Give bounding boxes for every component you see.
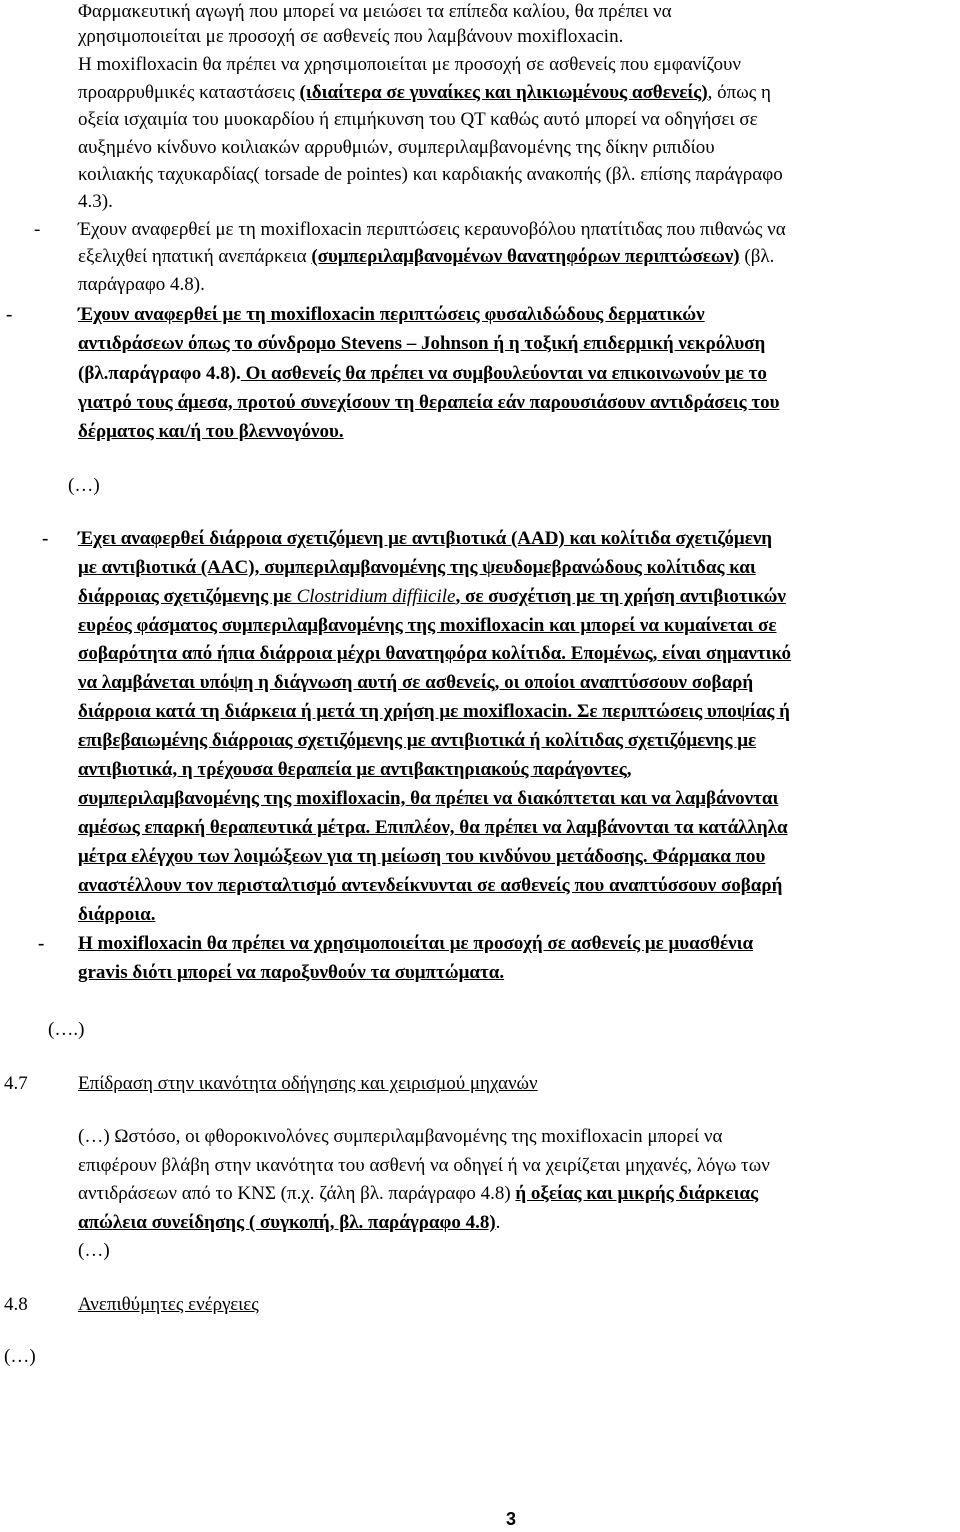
emphasis-text: ή οξείας και μικρής διάρκειας	[515, 1183, 759, 1204]
paragraph-line: να λαμβάνεται υπόψη η διάγνωση αυτή σε ασθενείς, οι οποίοι αναπτύσσουν σοβαρή	[78, 672, 754, 693]
text-span: εξελιχθεί ηπατική ανεπάρκεια	[78, 246, 312, 267]
bullet-dash: -	[6, 304, 13, 325]
bullet-dash: -	[42, 528, 49, 549]
paragraph-line: Έχει αναφερθεί διάρροια σχετιζόμενη με αντιβιοτικά (AAD) και κολίτιδα σχετιζόμενη	[78, 528, 773, 549]
paragraph-line: δέρματος και/ή του βλεννογόνου.	[78, 421, 344, 442]
paragraph-line: αντιδράσεων όπως το σύνδρομο Stevens – Johnson ή η τοξική επιδερμική νεκρόλυση	[78, 333, 766, 354]
paragraph-line: Έχουν αναφερθεί με τη moxifloxacin περιπτώσεις κεραυνοβόλου ηπατίτιδας που πιθανώς να	[78, 219, 786, 240]
text-span: .	[495, 1212, 501, 1233]
paragraph-line: Έχουν αναφερθεί με τη moxifloxacin περιπτώσεις φυσαλιδώδους δερματικών	[78, 304, 705, 325]
paragraph-line: αμέσως επαρκή θεραπευτικά μέτρα. Επιπλέον, θα πρέπει να λαμβάνονται τα κατάλληλα	[78, 817, 788, 838]
emphasis-text: (συμπεριλαμβανομένων θανατηφόρων περιπτώσεων)	[311, 246, 740, 267]
paragraph-line: αυξημένο κίνδυνο κοιλιακών αρρυθμιών, συμπεριλαμβανομένης της δίκην ριπιδίου	[78, 137, 715, 158]
paragraph-line: ευρέος φάσματος συμπεριλαμβανομένης της moxifloxacin και μπορεί να κυμαίνεται σε	[78, 615, 777, 636]
text-span: , όπως η	[707, 82, 771, 103]
paragraph-line: γιατρό τους άμεσα, προτού συνεχίσουν τη θεραπεία εάν παρουσιάσουν αντιδράσεις του	[78, 392, 780, 413]
paragraph-line	[78, 244, 774, 270]
text-span: (βλ.	[739, 246, 775, 267]
ellipsis: (…)	[4, 1346, 36, 1367]
paragraph-line: επιβεβαιωμένης διάρροιας σχετιζόμενης με αντιβιοτικά ή κολίτιδας σχετιζόμενης με	[78, 730, 757, 751]
paragraph-line: Φαρμακευτική αγωγή που μπορεί να μειώσει τα επίπεδα καλίου, θα πρέπει να	[78, 1, 672, 22]
paragraph-line: Η moxifloxacin θα πρέπει να χρησιμοποιείται με προσοχή σε ασθενείς που εμφανίζουν	[78, 54, 742, 75]
ellipsis: (…)	[68, 475, 100, 496]
paragraph-line: 4.3).	[78, 191, 113, 212]
paragraph-line: αντιβιοτικά, η τρέχουσα θεραπεία με αντιβακτηριακούς παράγοντες,	[78, 759, 632, 780]
paragraph-line	[78, 361, 767, 387]
paragraph-line: gravis διότι μπορεί να παροξυνθούν τα συμπτώματα.	[78, 962, 505, 983]
text-span: (βλ.παράγραφο 4.8).	[78, 363, 241, 384]
species-name: Clostridium diffiicile	[296, 586, 456, 607]
bullet-dash: -	[34, 219, 41, 240]
paragraph-line: σοβαρότητα από ήπια διάρροια μέχρι θανατηφόρα κολίτιδα. Επομένως, είναι σημαντικό	[78, 643, 792, 664]
emphasis-text: απώλεια συνείδησης ( συγκοπή, βλ. παράγραφο 4.8)	[78, 1212, 496, 1233]
paragraph-line: με αντιβιοτικά (AAC), συμπεριλαμβανομένης της ψευδομεβρανώδους κολίτιδας και	[78, 557, 756, 578]
ellipsis: (….)	[48, 1019, 85, 1040]
page-number: 3	[506, 1509, 517, 1529]
paragraph-line: παράγραφο 4.8).	[78, 274, 205, 295]
section-heading: Επίδραση στην ικανότητα οδήγησης και χειρισμού μηχανών	[78, 1073, 538, 1094]
section-heading: Ανεπιθύμητες ενέργειες	[78, 1294, 259, 1315]
text-span: , σε συσχέτιση με τη χρήση αντιβιοτικών	[455, 586, 786, 607]
paragraph-line: οξεία ισχαιμία του μυοκαρδίου ή επιμήκυνση του QT καθώς αυτό μπορεί να οδηγήσει σε	[78, 109, 758, 130]
paragraph-line	[78, 1181, 758, 1207]
paragraph-line: χρησιμοποιείται με προσοχή σε ασθενείς που λαμβάνουν moxifloxacin.	[78, 26, 624, 47]
emphasis-text: Οι ασθενείς θα πρέπει να συμβουλεύονται να επικοινωνούν με το	[240, 363, 767, 384]
paragraph-line: επιφέρουν βλάβη στην ικανότητα του ασθενή να οδηγεί ή να χειρίζεται μηχανές, λόγω των	[78, 1155, 770, 1176]
paragraph-line: συμπεριλαμβανομένης της moxifloxacin, θα πρέπει να διακόπτεται και να λαμβάνονται	[78, 788, 779, 809]
paragraph-line: αναστέλλουν τον περισταλτισμό αντενδείκνυνται σε ασθενείς που αναπτύσσουν σοβαρή	[78, 875, 783, 896]
section-number: 4.7	[4, 1073, 28, 1094]
paragraph-line: διάρροια.	[78, 904, 156, 925]
paragraph-line: (…) Ωστόσο, οι φθοροκινολόνες συμπεριλαμβανομένης της moxifloxacin μπορεί να	[78, 1126, 723, 1147]
text-span: προαρρυθμικές καταστάσεις	[78, 82, 300, 103]
emphasis-text: (ιδιαίτερα σε γυναίκες και ηλικιωμένους ασθενείς)	[299, 82, 708, 103]
text-span: διάρροιας σχετιζόμενης με	[78, 586, 297, 607]
section-number: 4.8	[4, 1294, 28, 1315]
bullet-dash: -	[38, 933, 45, 954]
paragraph-line	[78, 80, 771, 106]
paragraph-line: διάρροια κατά τη διάρκεια ή μετά τη χρήση με moxifloxacin. Σε περιπτώσεις υποψίας ή	[78, 701, 790, 722]
paragraph-line: Η moxifloxacin θα πρέπει να χρησιμοποιείται με προσοχή σε ασθενείς με μυασθένια	[78, 933, 754, 954]
ellipsis: (…)	[78, 1240, 110, 1261]
text-span: αντιδράσεων από το ΚΝΣ (π.χ. ζάλη βλ. παράγραφο 4.8)	[78, 1183, 516, 1204]
paragraph-line: μέτρα ελέγχου των λοιμώξεων για τη μείωση του κινδύνου μετάδοσης. Φάρμακα που	[78, 846, 766, 867]
paragraph-line: κοιλιακής ταχυκαρδίας( torsade de pointes) και καρδιακής ανακοπής (βλ. επίσης παράγραφο	[78, 164, 783, 185]
paragraph-line	[78, 584, 786, 610]
paragraph-line	[78, 1210, 500, 1236]
